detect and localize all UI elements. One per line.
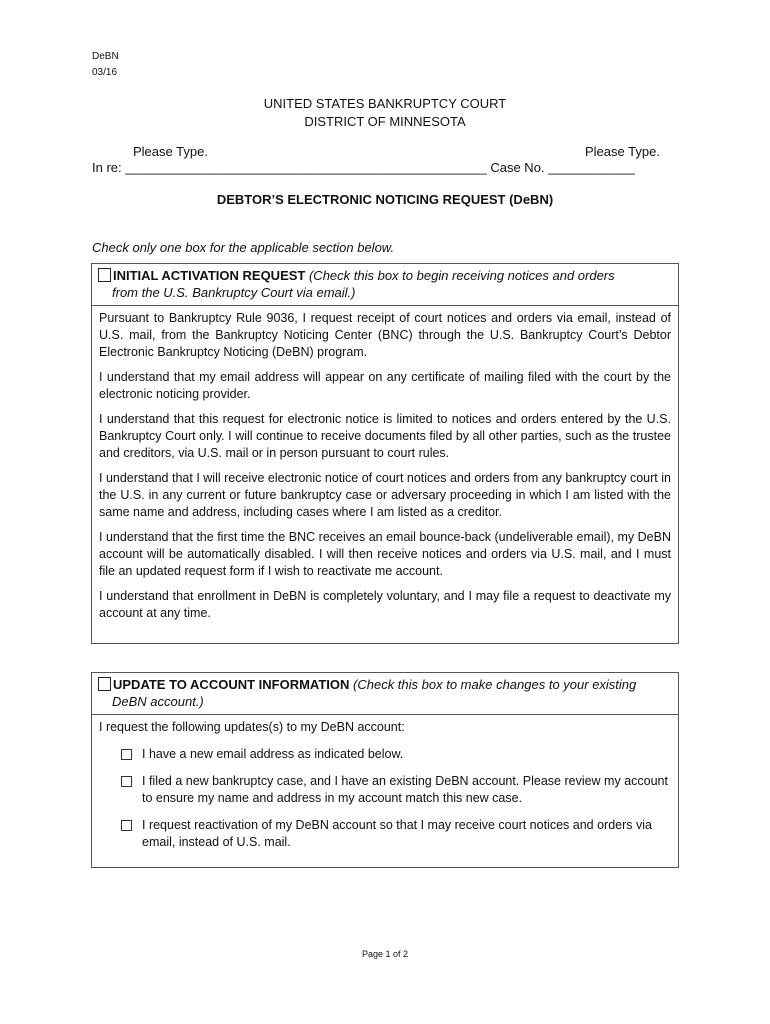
update-account-checkbox[interactable] <box>98 677 111 691</box>
reactivation-label: I request reactivation of my DeBN account so that I may receive court notices and orders via email, instead of U.S. mail. <box>142 818 652 849</box>
initial-activation-checkbox[interactable] <box>98 268 111 282</box>
option-new-email <box>121 746 671 763</box>
update-account-body <box>92 715 678 851</box>
initial-activation-note: (Check this box to begin receiving notices and orders <box>305 268 615 283</box>
initial-activation-body <box>92 306 678 622</box>
option-reactivation <box>121 817 671 851</box>
instruction-text: Check only one box for the applicable section below. <box>92 240 395 255</box>
initial-activation-header <box>92 264 678 306</box>
reactivation-checkbox[interactable] <box>121 820 132 831</box>
page-number: Page 1 of 2 <box>361 949 409 959</box>
paragraph-limited-scope: I understand that this request for electronic notice is limited to notices and orders entered by the U.S. Bankruptcy Court only. I will continue to receive documents filed by all other parties, such as the trustee and creditors, via U.S. mail or in person pursuant to court rules. <box>99 412 671 460</box>
new-case-label: I filed a new bankruptcy case, and I have an existing DeBN account. Please review my account to ensure my name and address in my account match this new case. <box>142 774 668 805</box>
paragraph-bounce-back: I understand that the first time the BNC receives an email bounce-back (undeliverable email), my DeBN account will be automatically disabled. I will then receive notices and orders via U.S. mail, and I must file an updated request form if I wish to reactivate me account. <box>99 530 671 578</box>
case-caption-line[interactable]: In re: __________________________________________________ Case No. ____________ <box>92 160 635 175</box>
new-email-checkbox[interactable] <box>121 749 132 760</box>
new-email-label: I have a new email address as indicated below. <box>142 747 404 761</box>
paragraph-certificate: I understand that my email address will appear on any certificate of mailing filed with the court by the electronic noticing provider. <box>99 370 671 401</box>
form-revision: 03/16 <box>92 67 118 78</box>
initial-activation-note-cont: from the U.S. Bankruptcy Court via email.) <box>112 285 356 300</box>
case-number-hint: Please Type. <box>585 144 660 159</box>
update-account-note-cont: DeBN account.) <box>112 694 204 709</box>
court-header <box>0 95 770 131</box>
paragraph-rule-9036: Pursuant to Bankruptcy Rule 9036, I request receipt of court notices and orders via email, instead of U.S. mail, from the Bankruptcy Noticing Center (BNC) through the U.S. Bankruptcy Court’s Debtor Electronic Bankruptcy Noticing (DeBN) program. <box>99 311 671 359</box>
paragraph-voluntary: I understand that enrollment in DeBN is completely voluntary, and I may file a request to deactivate my account at any time. <box>99 589 671 620</box>
option-new-case <box>121 773 671 807</box>
update-intro: I request the following updates(s) to my DeBN account: <box>99 720 405 734</box>
form-code-block <box>92 49 119 81</box>
court-name: UNITED STATES BANKRUPTCY COURT <box>263 96 507 111</box>
new-case-checkbox[interactable] <box>121 776 132 787</box>
initial-activation-heading: INITIAL ACTIVATION REQUEST <box>113 268 306 283</box>
court-district: DISTRICT OF MINNESOTA <box>304 114 466 129</box>
paragraph-any-court: I understand that I will receive electronic notice of court notices and orders from any bankruptcy court in the U.S. in any current or future bankruptcy case or adversary proceeding in which I am listed with the same name and address, including cases where I am listed as a creditor. <box>99 471 671 519</box>
update-account-section <box>91 672 679 868</box>
debtor-name-hint: Please Type. <box>133 144 208 159</box>
update-account-heading: UPDATE TO ACCOUNT INFORMATION <box>113 677 350 692</box>
initial-activation-section <box>91 263 679 644</box>
form-title: DEBTOR’S ELECTRONIC NOTICING REQUEST (DeBN) <box>216 192 554 207</box>
update-account-note: (Check this box to make changes to your existing <box>349 677 637 692</box>
update-account-header <box>92 673 678 715</box>
form-code: DeBN <box>92 51 119 62</box>
